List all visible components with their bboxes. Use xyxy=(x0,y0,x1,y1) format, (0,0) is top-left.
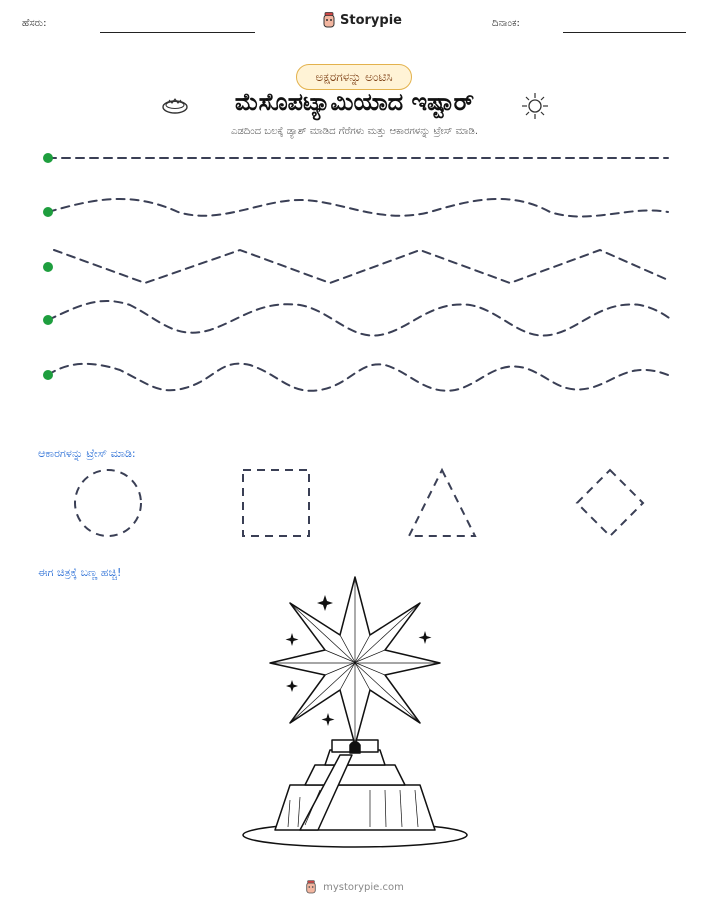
trace-line-zigzag xyxy=(54,250,668,283)
brand-name: Storypie xyxy=(340,12,402,28)
start-dot-5 xyxy=(43,370,53,380)
badge: ಅಕ್ಷರಗಳನ್ನು ಅಂಟಿಸಿ xyxy=(296,64,412,90)
instructions: ಎಡದಿಂದ ಬಲಕ್ಕೆ ಡ್ಯಾಶ್ ಮಾಡಿದ ಗೆರೆಗಳು ಮತ್ತು ಆಕಾರಗಳನ್ನು ಟ್ರೇಸ್ ಮಾಡಿ. xyxy=(230,126,479,137)
trace-line-wave-2 xyxy=(48,301,672,336)
start-dot-1 xyxy=(43,153,53,163)
trace-diamond xyxy=(577,470,643,536)
title-text: ಮೆಸೊಪಟ್ಯಾಮಿಯಾದ ಇಷ್ಟಾರ್ xyxy=(234,88,475,116)
trace-line-wave-3 xyxy=(48,364,668,391)
trace-triangle xyxy=(409,470,475,536)
trace-circle xyxy=(75,470,141,536)
storypie-logo-icon xyxy=(305,880,317,894)
name-label: ಹೆಸರು: xyxy=(22,18,47,29)
trace-square xyxy=(243,470,309,536)
trace-line-wave-1 xyxy=(48,199,668,217)
footer-url[interactable]: mystorypie.com xyxy=(323,881,404,893)
start-dot-3 xyxy=(43,262,53,272)
start-dot-2 xyxy=(43,207,53,217)
tracing-lines xyxy=(0,0,709,420)
footer xyxy=(0,880,709,894)
shapes-heading: ಆಕಾರಗಳನ್ನು ಟ್ರೇಸ್ ಮಾಡಿ: xyxy=(38,447,136,460)
date-label: ದಿನಾಂಕ: xyxy=(492,18,520,29)
color-heading: ಈಗ ಚಿತ್ರಕ್ಕೆ ಬಣ್ಣ ಹಚ್ಚಿ! xyxy=(38,566,122,579)
ishtar-star-illustration xyxy=(230,575,480,850)
tracing-shapes xyxy=(0,460,709,550)
start-dot-4 xyxy=(43,315,53,325)
